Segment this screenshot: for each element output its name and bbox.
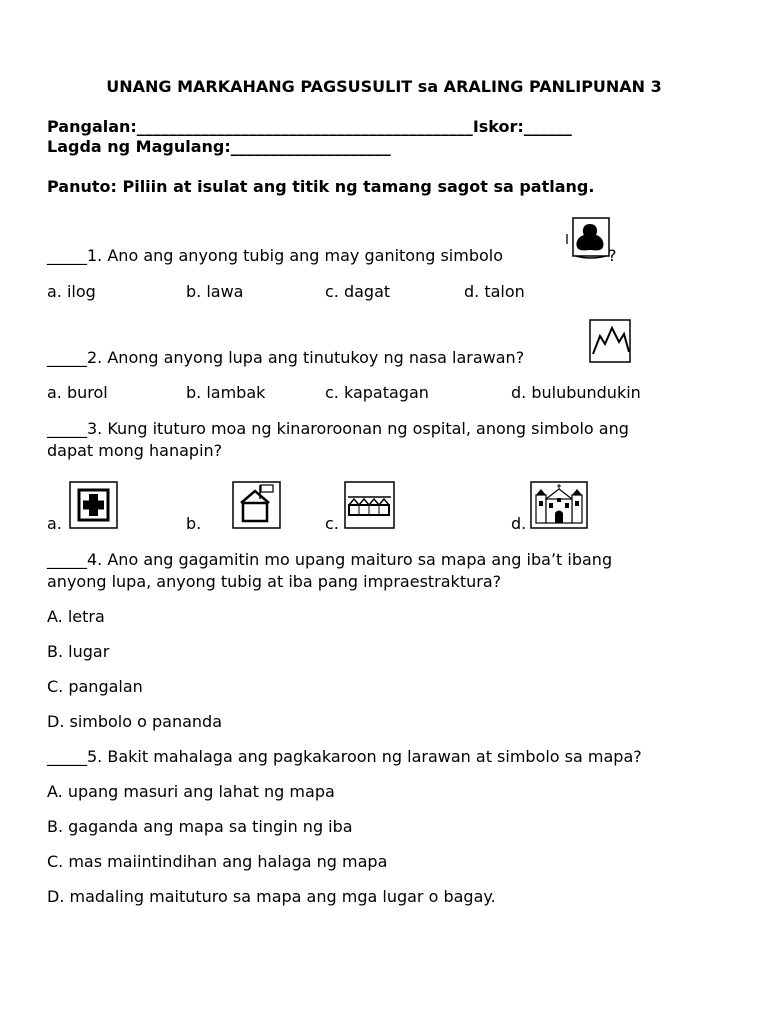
question-3 (47, 421, 629, 437)
mountain-range-symbol-icon (588, 318, 634, 364)
question-4-text-line1: 4. Ano ang gagamitin mo upang maituro sa mapa ang iba’t ibang (87, 550, 613, 569)
q5-option-c: C. mas maiintindihan ang halaga ng mapa (47, 852, 388, 871)
answer-blank-5[interactable]: _____ (47, 747, 87, 766)
parent-signature-line[interactable]: Lagda ng Magulang:____________________ (47, 137, 391, 156)
question-2 (47, 350, 524, 366)
q1-option-a: a. ilog (47, 282, 96, 301)
question-1-text: 1. Ano ang anyong tubig ang may ganitong simbolo (87, 246, 504, 265)
question-3-text-line2: dapat mong hanapin? (47, 441, 223, 460)
church-icon (530, 481, 588, 529)
q4-option-a: A. letra (47, 607, 105, 626)
market-stalls-icon (344, 481, 396, 529)
question-1-suffix: ? (608, 246, 617, 265)
q3-option-c: c. (325, 514, 339, 533)
answer-blank-4[interactable]: _____ (47, 550, 87, 569)
question-4 (47, 552, 612, 568)
name-field-line[interactable] (47, 119, 572, 135)
instructions: Panuto: Piliin at isulat ang titik ng tamang sagot sa patlang. (47, 177, 595, 196)
question-3-text-line1: 3. Kung ituturo moa ng kinaroroonan ng ospital, anong simbolo ang (87, 419, 629, 438)
q2-option-b: b. lambak (186, 383, 266, 402)
answer-blank-1[interactable]: _____ (47, 246, 87, 265)
page-title: UNANG MARKAHANG PAGSUSULIT sa ARALING PANLIPUNAN 3 (106, 77, 662, 96)
q4-option-d: D. simbolo o pananda (47, 712, 223, 731)
q2-option-c: c. kapatagan (325, 383, 429, 402)
question-1 (47, 248, 503, 264)
q3-option-a: a. (47, 514, 62, 533)
answer-blank-3[interactable]: _____ (47, 419, 87, 438)
question-5 (47, 749, 642, 765)
question-2-text: 2. Anong anyong lupa ang tinutukoy ng nasa larawan? (87, 348, 525, 367)
q1-option-d: d. talon (464, 282, 525, 301)
q3-option-b: b. (186, 514, 202, 533)
lake-symbol-icon (566, 216, 612, 262)
school-flag-icon (232, 481, 282, 529)
answer-blank-2[interactable]: _____ (47, 348, 87, 367)
q3-option-d: d. (511, 514, 527, 533)
q1-option-c: c. dagat (325, 282, 391, 301)
question-5-text: 5. Bakit mahalaga ang pagkakaroon ng larawan at simbolo sa mapa? (87, 747, 642, 766)
q5-option-b: B. gaganda ang mapa sa tingin ng iba (47, 817, 353, 836)
name-field-label: Pangalan:__________________________________________ (47, 117, 473, 136)
q4-option-c: C. pangalan (47, 677, 143, 696)
score-field-label: Iskor:______ (472, 117, 572, 136)
hospital-cross-icon (69, 481, 119, 529)
q1-option-b: b. lawa (186, 282, 244, 301)
q5-option-d: D. madaling maituturo sa mapa ang mga lugar o bagay. (47, 887, 496, 906)
q5-option-a: A. upang masuri ang lahat ng mapa (47, 782, 335, 801)
q2-option-d: d. bulubundukin (511, 383, 641, 402)
q4-option-b: B. lugar (47, 642, 110, 661)
q2-option-a: a. burol (47, 383, 108, 402)
question-4-text-line2: anyong lupa, anyong tubig at iba pang impraestraktura? (47, 572, 502, 591)
